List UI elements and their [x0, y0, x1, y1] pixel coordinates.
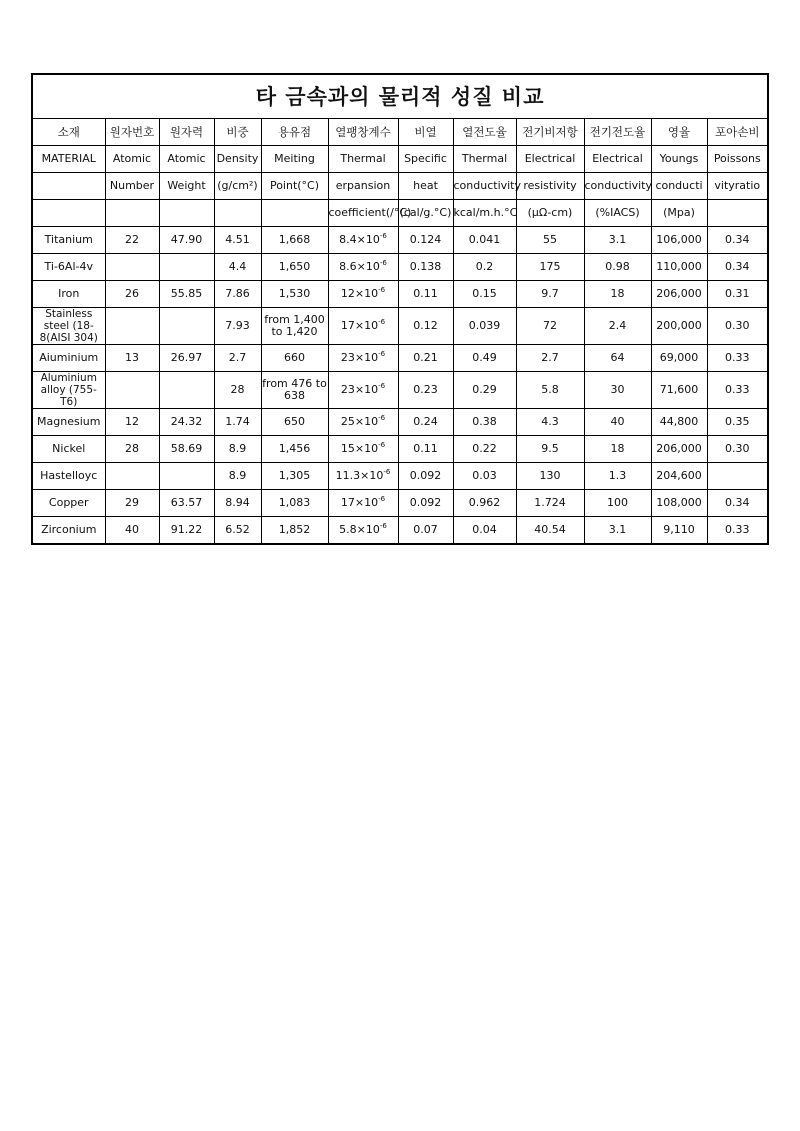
number-cell — [105, 254, 159, 281]
melting-cell: from 476 to 638 — [261, 372, 328, 409]
number-cell — [105, 463, 159, 490]
header-cell: MATERIAL — [32, 146, 105, 173]
exponent-base: ×10 — [354, 287, 379, 300]
header-cell: 열팽창계수 — [328, 119, 398, 146]
weight-cell — [159, 308, 214, 345]
number-cell: 26 — [105, 281, 159, 308]
expansion-cell — [328, 281, 398, 308]
resistivity-cell: 40.54 — [516, 517, 584, 545]
header-cell: 포아손비 — [707, 119, 768, 146]
exponent-power: -6 — [378, 414, 386, 422]
elec-cond-cell: 3.1 — [584, 517, 651, 545]
expansion-cell — [328, 463, 398, 490]
properties-table — [31, 73, 769, 545]
header-cell: Electrical — [516, 146, 584, 173]
youngs-cell: 106,000 — [651, 227, 707, 254]
elec-cond-cell: 18 — [584, 436, 651, 463]
youngs-cell: 204,600 — [651, 463, 707, 490]
elec-cond-cell: 64 — [584, 345, 651, 372]
header-cell: Electrical — [584, 146, 651, 173]
material-name: Iron — [32, 281, 105, 308]
expansion-value: 17 — [340, 319, 355, 332]
header-cell: 용유점 — [261, 119, 328, 146]
material-name: Hastelloyc — [32, 463, 105, 490]
page-title: 타 금속과의 물리적 성질 비교 — [32, 74, 768, 119]
specific-heat-cell: 0.21 — [398, 345, 453, 372]
melting-cell: 1,668 — [261, 227, 328, 254]
specific-heat-cell: 0.092 — [398, 490, 453, 517]
header-cell: Poissons — [707, 146, 768, 173]
header-cell: Meiting — [261, 146, 328, 173]
header-cell: heat — [398, 173, 453, 200]
expansion-cell — [328, 227, 398, 254]
melting-cell: 1,852 — [261, 517, 328, 545]
table-row — [32, 308, 768, 345]
header-cell: Density — [214, 146, 261, 173]
weight-cell — [159, 372, 214, 409]
header-row-korean — [32, 119, 768, 146]
weight-cell: 91.22 — [159, 517, 214, 545]
material-name: Aluminium alloy (755-T6) — [32, 372, 105, 409]
youngs-cell: 71,600 — [651, 372, 707, 409]
thermal-cond-cell: 0.22 — [453, 436, 516, 463]
table-row — [32, 463, 768, 490]
expansion-value: 15 — [340, 442, 355, 455]
poisson-cell — [707, 463, 768, 490]
header-cell: (g/cm²) — [214, 173, 261, 200]
density-cell: 1.74 — [214, 409, 261, 436]
exponent-power: -6 — [378, 286, 386, 294]
thermal-cond-cell: 0.49 — [453, 345, 516, 372]
expansion-cell — [328, 372, 398, 409]
number-cell: 28 — [105, 436, 159, 463]
header-cell: 원자번호 — [105, 119, 159, 146]
number-cell: 40 — [105, 517, 159, 545]
exponent-base: ×10 — [354, 496, 379, 509]
header-cell: (μΩ-cm) — [516, 200, 584, 227]
melting-cell: 650 — [261, 409, 328, 436]
thermal-cond-cell: 0.039 — [453, 308, 516, 345]
elec-cond-cell: 3.1 — [584, 227, 651, 254]
poisson-cell: 0.35 — [707, 409, 768, 436]
header-cell: conducti — [651, 173, 707, 200]
density-cell: 8.9 — [214, 463, 261, 490]
poisson-cell: 0.31 — [707, 281, 768, 308]
youngs-cell: 44,800 — [651, 409, 707, 436]
resistivity-cell: 130 — [516, 463, 584, 490]
poisson-cell: 0.34 — [707, 490, 768, 517]
expansion-cell — [328, 308, 398, 345]
header-cell: conductivity — [453, 173, 516, 200]
header-cell: (%IACS) — [584, 200, 651, 227]
expansion-cell — [328, 254, 398, 281]
expansion-value: 17 — [340, 496, 355, 509]
exponent-power: -6 — [378, 382, 386, 390]
thermal-cond-cell: 0.04 — [453, 517, 516, 545]
exponent-base: ×10 — [354, 319, 379, 332]
poisson-cell: 0.30 — [707, 308, 768, 345]
header-cell: conductivity — [584, 173, 651, 200]
comparison-sheet — [31, 73, 767, 545]
specific-heat-cell: 0.11 — [398, 281, 453, 308]
expansion-value: 25 — [340, 415, 355, 428]
resistivity-cell: 5.8 — [516, 372, 584, 409]
thermal-cond-cell: 0.15 — [453, 281, 516, 308]
exponent-power: -6 — [378, 350, 386, 358]
weight-cell: 55.85 — [159, 281, 214, 308]
specific-heat-cell: 0.124 — [398, 227, 453, 254]
exponent-power: -6 — [379, 232, 387, 240]
exponent-power: -6 — [379, 522, 387, 530]
weight-cell: 63.57 — [159, 490, 214, 517]
melting-cell: from 1,400 to 1,420 — [261, 308, 328, 345]
table-row — [32, 254, 768, 281]
header-cell: 원자력 — [159, 119, 214, 146]
resistivity-cell: 4.3 — [516, 409, 584, 436]
thermal-cond-cell: 0.29 — [453, 372, 516, 409]
number-cell: 12 — [105, 409, 159, 436]
header-cell: (Mpa) — [651, 200, 707, 227]
elec-cond-cell: 100 — [584, 490, 651, 517]
header-cell — [214, 200, 261, 227]
expansion-cell — [328, 517, 398, 545]
density-cell: 7.93 — [214, 308, 261, 345]
youngs-cell: 206,000 — [651, 281, 707, 308]
header-cell: erpansion — [328, 173, 398, 200]
melting-cell: 1,083 — [261, 490, 328, 517]
header-cell: Atomic — [105, 146, 159, 173]
exponent-power: -6 — [378, 318, 386, 326]
header-cell — [32, 173, 105, 200]
specific-heat-cell: 0.11 — [398, 436, 453, 463]
resistivity-cell: 175 — [516, 254, 584, 281]
melting-cell: 660 — [261, 345, 328, 372]
weight-cell — [159, 463, 214, 490]
expansion-cell — [328, 345, 398, 372]
expansion-cell — [328, 409, 398, 436]
density-cell: 2.7 — [214, 345, 261, 372]
resistivity-cell: 2.7 — [516, 345, 584, 372]
header-cell: Weight — [159, 173, 214, 200]
number-cell — [105, 372, 159, 409]
table-row — [32, 227, 768, 254]
table-row — [32, 436, 768, 463]
elec-cond-cell: 0.98 — [584, 254, 651, 281]
poisson-cell: 0.33 — [707, 517, 768, 545]
youngs-cell: 9,110 — [651, 517, 707, 545]
expansion-value: 23 — [340, 383, 355, 396]
header-cell: 소재 — [32, 119, 105, 146]
header-cell: coefficient(/°C) — [328, 200, 398, 227]
resistivity-cell: 72 — [516, 308, 584, 345]
material-name: Titanium — [32, 227, 105, 254]
weight-cell: 58.69 — [159, 436, 214, 463]
exponent-base: ×10 — [354, 442, 379, 455]
thermal-cond-cell: 0.962 — [453, 490, 516, 517]
melting-cell: 1,650 — [261, 254, 328, 281]
elec-cond-cell: 2.4 — [584, 308, 651, 345]
poisson-cell: 0.34 — [707, 227, 768, 254]
weight-cell: 47.90 — [159, 227, 214, 254]
header-cell: Atomic — [159, 146, 214, 173]
expansion-value: 8.6 — [339, 260, 357, 273]
density-cell: 4.4 — [214, 254, 261, 281]
elec-cond-cell: 40 — [584, 409, 651, 436]
material-name: Nickel — [32, 436, 105, 463]
specific-heat-cell: 0.23 — [398, 372, 453, 409]
resistivity-cell: 9.7 — [516, 281, 584, 308]
expansion-value: 23 — [340, 351, 355, 364]
header-cell — [707, 200, 768, 227]
exponent-base: ×10 — [354, 415, 379, 428]
expansion-value: 8.4 — [339, 233, 357, 246]
number-cell — [105, 308, 159, 345]
poisson-cell: 0.33 — [707, 372, 768, 409]
header-cell: Thermal — [328, 146, 398, 173]
expansion-cell — [328, 436, 398, 463]
title-row — [32, 74, 768, 119]
header-row-units — [32, 200, 768, 227]
header-cell — [159, 200, 214, 227]
material-name: Zirconium — [32, 517, 105, 545]
exponent-base: ×10 — [356, 260, 380, 273]
elec-cond-cell: 1.3 — [584, 463, 651, 490]
poisson-cell: 0.30 — [707, 436, 768, 463]
table-row — [32, 281, 768, 308]
header-cell: Thermal — [453, 146, 516, 173]
exponent-base: ×10 — [360, 469, 384, 482]
table-row — [32, 372, 768, 409]
header-cell: 열전도율 — [453, 119, 516, 146]
expansion-value: 5.8 — [339, 523, 357, 536]
melting-cell: 1,305 — [261, 463, 328, 490]
thermal-cond-cell: 0.03 — [453, 463, 516, 490]
header-cell: resistivity — [516, 173, 584, 200]
resistivity-cell: 9.5 — [516, 436, 584, 463]
exponent-base: ×10 — [356, 523, 380, 536]
specific-heat-cell: 0.138 — [398, 254, 453, 281]
header-cell: Number — [105, 173, 159, 200]
header-cell: 전기전도율 — [584, 119, 651, 146]
specific-heat-cell: 0.092 — [398, 463, 453, 490]
number-cell: 13 — [105, 345, 159, 372]
resistivity-cell: 55 — [516, 227, 584, 254]
melting-cell: 1,456 — [261, 436, 328, 463]
youngs-cell: 69,000 — [651, 345, 707, 372]
material-name: Aiuminium — [32, 345, 105, 372]
youngs-cell: 206,000 — [651, 436, 707, 463]
thermal-cond-cell: 0.041 — [453, 227, 516, 254]
poisson-cell: 0.34 — [707, 254, 768, 281]
header-cell: (cal/g.°C) — [398, 200, 453, 227]
melting-cell: 1,530 — [261, 281, 328, 308]
header-cell: Specific — [398, 146, 453, 173]
density-cell: 8.94 — [214, 490, 261, 517]
header-cell: kcal/m.h.°C — [453, 200, 516, 227]
thermal-cond-cell: 0.2 — [453, 254, 516, 281]
number-cell: 29 — [105, 490, 159, 517]
header-cell: 비열 — [398, 119, 453, 146]
youngs-cell: 110,000 — [651, 254, 707, 281]
table-row — [32, 409, 768, 436]
material-name: Ti-6Al-4v — [32, 254, 105, 281]
weight-cell — [159, 254, 214, 281]
exponent-base: ×10 — [354, 351, 379, 364]
exponent-power: -6 — [379, 259, 387, 267]
header-cell: 비중 — [214, 119, 261, 146]
exponent-base: ×10 — [356, 233, 380, 246]
specific-heat-cell: 0.12 — [398, 308, 453, 345]
expansion-cell — [328, 490, 398, 517]
poisson-cell: 0.33 — [707, 345, 768, 372]
header-cell: 영율 — [651, 119, 707, 146]
header-cell — [32, 200, 105, 227]
weight-cell: 26.97 — [159, 345, 214, 372]
material-name: Stainless steel (18-8(AISI 304) — [32, 308, 105, 345]
elec-cond-cell: 18 — [584, 281, 651, 308]
weight-cell: 24.32 — [159, 409, 214, 436]
material-name: Magnesium — [32, 409, 105, 436]
table-row — [32, 345, 768, 372]
exponent-power: -6 — [378, 441, 386, 449]
header-cell — [105, 200, 159, 227]
table-row — [32, 490, 768, 517]
youngs-cell: 108,000 — [651, 490, 707, 517]
header-row-english-2 — [32, 173, 768, 200]
table-row — [32, 517, 768, 545]
density-cell: 6.52 — [214, 517, 261, 545]
thermal-cond-cell: 0.38 — [453, 409, 516, 436]
exponent-power: -6 — [383, 468, 391, 476]
specific-heat-cell: 0.07 — [398, 517, 453, 545]
expansion-value: 12 — [340, 287, 355, 300]
density-cell: 28 — [214, 372, 261, 409]
exponent-base: ×10 — [354, 383, 379, 396]
density-cell: 8.9 — [214, 436, 261, 463]
exponent-power: -6 — [378, 495, 386, 503]
header-cell: 전기비저항 — [516, 119, 584, 146]
number-cell: 22 — [105, 227, 159, 254]
elec-cond-cell: 30 — [584, 372, 651, 409]
material-name: Copper — [32, 490, 105, 517]
header-cell: Point(°C) — [261, 173, 328, 200]
header-cell: Youngs — [651, 146, 707, 173]
resistivity-cell: 1.724 — [516, 490, 584, 517]
header-row-english — [32, 146, 768, 173]
density-cell: 7.86 — [214, 281, 261, 308]
header-cell: vityratio — [707, 173, 768, 200]
specific-heat-cell: 0.24 — [398, 409, 453, 436]
header-cell — [261, 200, 328, 227]
expansion-value: 11.3 — [335, 469, 361, 482]
youngs-cell: 200,000 — [651, 308, 707, 345]
density-cell: 4.51 — [214, 227, 261, 254]
